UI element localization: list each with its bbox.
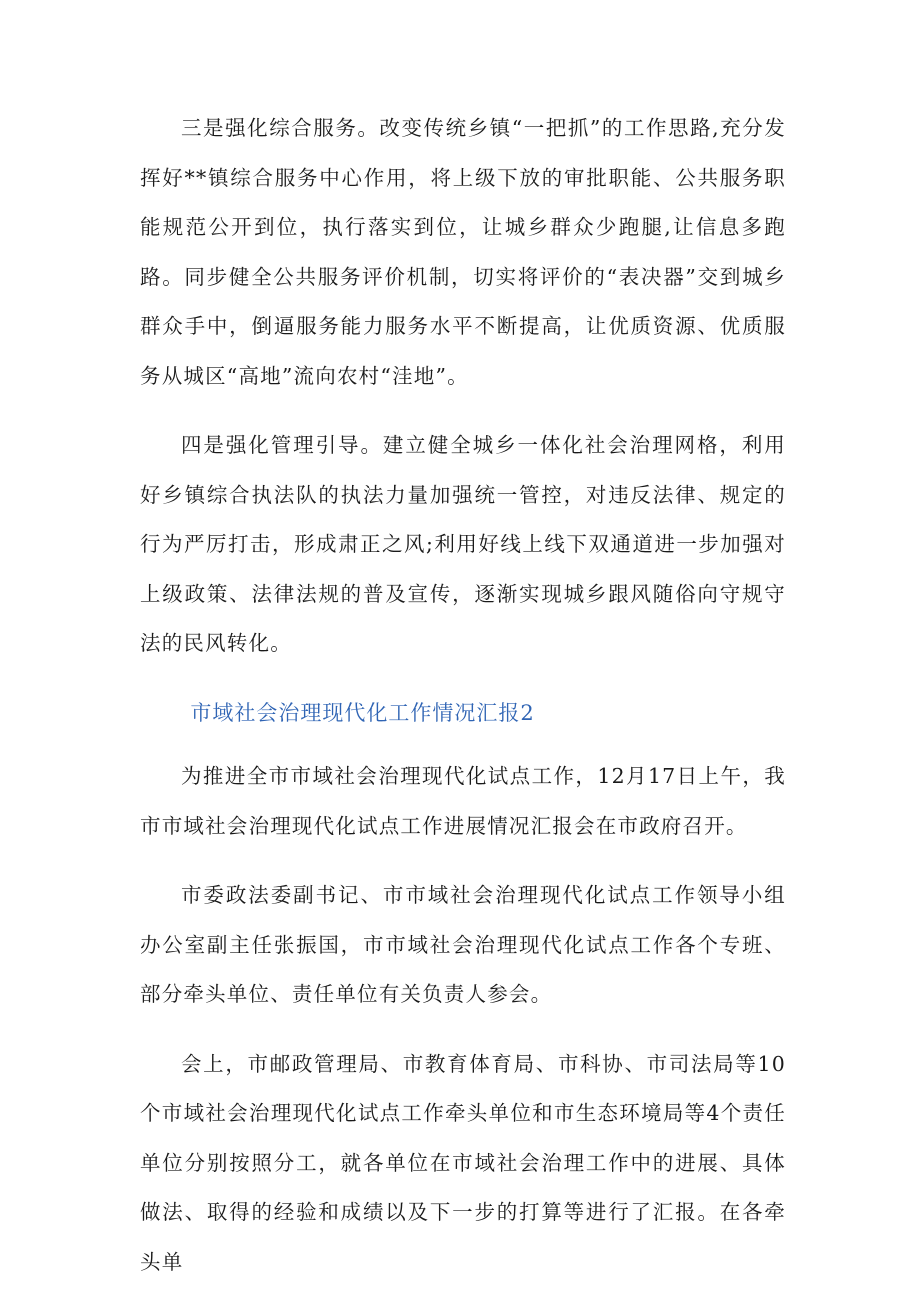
paragraph-reports: 会上，市邮政管理局、市教育体育局、市科协、市司法局等10个市域社会治理现代化试点工作牵头单位和市生态环境局等4个责任单位分别按照分工，就各单位在市域社会治理工作中的进展、具体做法、取得的经验和成绩以及下一步的打算等进行了汇报。在各牵头单 (140, 1051, 786, 1274)
paragraph-management-guidance: 四是强化管理引导。建立健全城乡一体化社会治理网格，利用好乡镇综合执法队的执法力量加强统一管控，对违反法律、规定的行为严厉打击，形成肃正之风;利用好线上线下双通道进一步加强对上级政策、法律法规的普及宣传，逐渐实现城乡跟风随俗向守规守法的民风转化。 (140, 433, 786, 655)
document-body (140, 104, 786, 1307)
section-title: 市域社会治理现代化工作情况汇报2 (190, 700, 535, 725)
paragraph-comprehensive-service: 三是强化综合服务。改变传统乡镇“一把抓”的工作思路,充分发挥好**镇综合服务中心作用，将上级下放的审批职能、公共服务职能规范公开到位，执行落实到位，让城乡群众少跑腿,让信息多跑路。同步健全公共服务评价机制，切实将评价的“表决器”交到城乡群众手中，倒逼服务能力服务水平不断提高，让优质资源、优质服务从城区“高地”流向农村“洼地”。 (140, 116, 786, 388)
paragraph-attendees: 市委政法委副书记、市市域社会治理现代化试点工作领导小组办公室副主任张振国，市市域社会治理现代化试点工作各个专班、部分牵头单位、责任单位有关负责人参会。 (140, 883, 786, 1006)
paragraph-meeting-intro: 为推进全市市域社会治理现代化试点工作，12月17日上午，我市市域社会治理现代化试点工作进展情况汇报会在市政府召开。 (140, 764, 786, 838)
